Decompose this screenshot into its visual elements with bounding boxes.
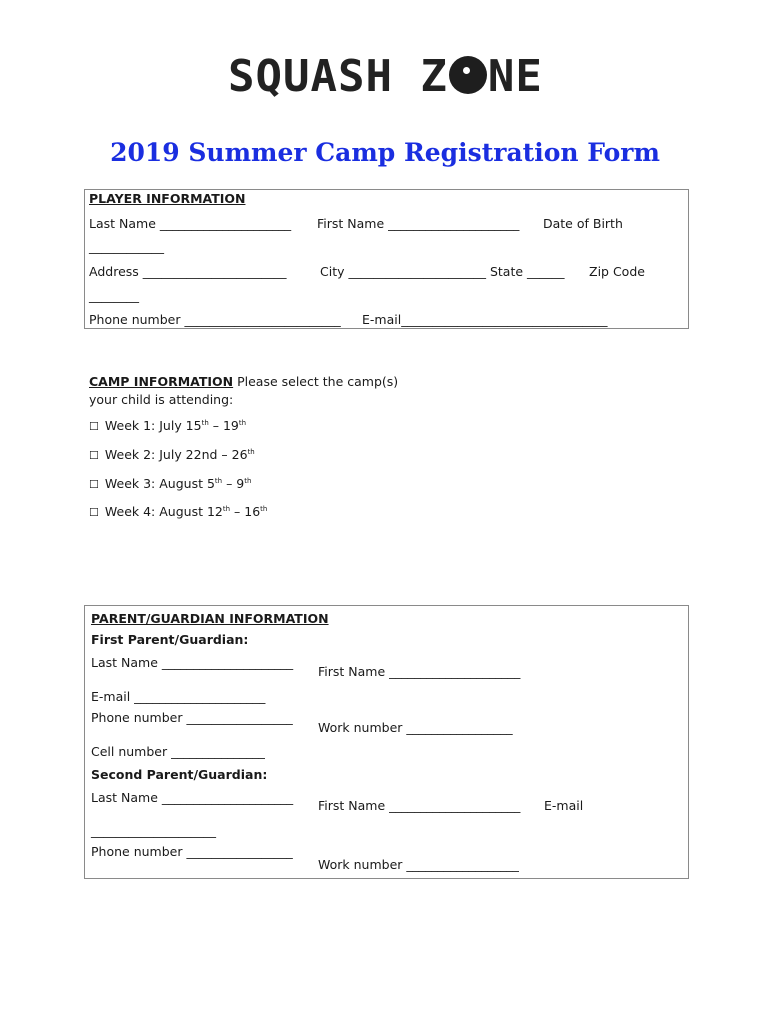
parent1-cell-number-field[interactable]: Cell number _______________ [91,744,265,759]
camp-week-1-option[interactable] [89,418,246,433]
player-zip-field[interactable]: ________ [89,288,139,303]
player-dob-label: Date of Birth [543,216,623,231]
week-label: Week 2: July 22nd – 26 [104,447,248,462]
player-information-section [84,189,689,329]
first-parent-heading: First Parent/Guardian: [91,632,249,647]
checkbox-icon[interactable]: ☐ [89,449,99,462]
player-phone-field[interactable]: Phone number _________________________ [89,312,341,327]
week-label-end: – 9 [222,476,245,491]
player-address-field[interactable]: Address _______________________ [89,264,287,279]
week-label: Week 3: August 5 [104,476,215,491]
ordinal-suffix: th [214,477,223,485]
checkbox-icon[interactable]: ☐ [89,478,99,491]
logo-text-right: NE [487,51,543,102]
ordinal-suffix: th [260,505,268,513]
parent2-first-name-field[interactable]: First Name _____________________ [318,798,521,813]
camp-information-heading: CAMP INFORMATION [89,374,234,389]
parent1-phone-field[interactable]: Phone number _________________ [91,710,293,725]
parent2-email-label: E-mail [544,798,584,813]
ordinal-suffix: th [238,419,247,427]
ordinal-suffix: th [247,448,255,456]
form-title: 2019 Summer Camp Registration Form [110,138,660,167]
week-label: Week 4: August 12 [104,504,223,519]
checkbox-icon[interactable]: ☐ [89,420,99,433]
week-label-end: – 16 [230,504,261,519]
camp-instruction-continued: your child is attending: [89,392,234,407]
parent-guardian-heading: PARENT/GUARDIAN INFORMATION [91,611,329,626]
parent1-first-name-field[interactable]: First Name _____________________ [318,664,521,679]
player-zip-label: Zip Code [589,264,645,279]
camp-week-3-option[interactable] [89,476,251,491]
player-city-state-field[interactable]: City ______________________ State ______ [320,264,565,279]
camp-week-4-option[interactable] [89,504,267,519]
logo-text-left: SQUASH Z [228,51,448,102]
parent2-email-field[interactable]: ____________________ [91,823,216,838]
ordinal-suffix: th [222,505,231,513]
week-label: Week 1: July 15 [104,418,202,433]
parent1-last-name-field[interactable]: Last Name _____________________ [91,655,294,670]
squash-zone-logo [228,52,543,102]
camp-information-line [89,374,398,389]
player-email-field[interactable]: E-mail_________________________________ [362,312,608,327]
week-label-end: – 19 [208,418,239,433]
player-information-heading: PLAYER INFORMATION [89,191,246,206]
ordinal-suffix: th [244,477,252,485]
parent2-phone-field[interactable]: Phone number _________________ [91,844,293,859]
player-last-name-field[interactable]: Last Name _____________________ [89,216,292,231]
parent1-work-number-field[interactable]: Work number _________________ [318,720,513,735]
ordinal-suffix: th [201,419,209,427]
checkbox-icon[interactable]: ☐ [89,506,99,519]
camp-instruction: Please select the camp(s) [233,374,399,389]
parent2-work-number-field[interactable]: Work number __________________ [318,857,519,872]
squash-ball-icon [449,56,487,94]
player-first-name-field[interactable]: First Name _____________________ [317,216,520,231]
parent1-email-field[interactable]: E-mail _____________________ [91,689,266,704]
parent2-last-name-field[interactable]: Last Name _____________________ [91,790,294,805]
player-dob-field[interactable]: ____________ [89,239,164,254]
second-parent-heading: Second Parent/Guardian: [91,767,268,782]
camp-week-2-option[interactable] [89,447,255,462]
